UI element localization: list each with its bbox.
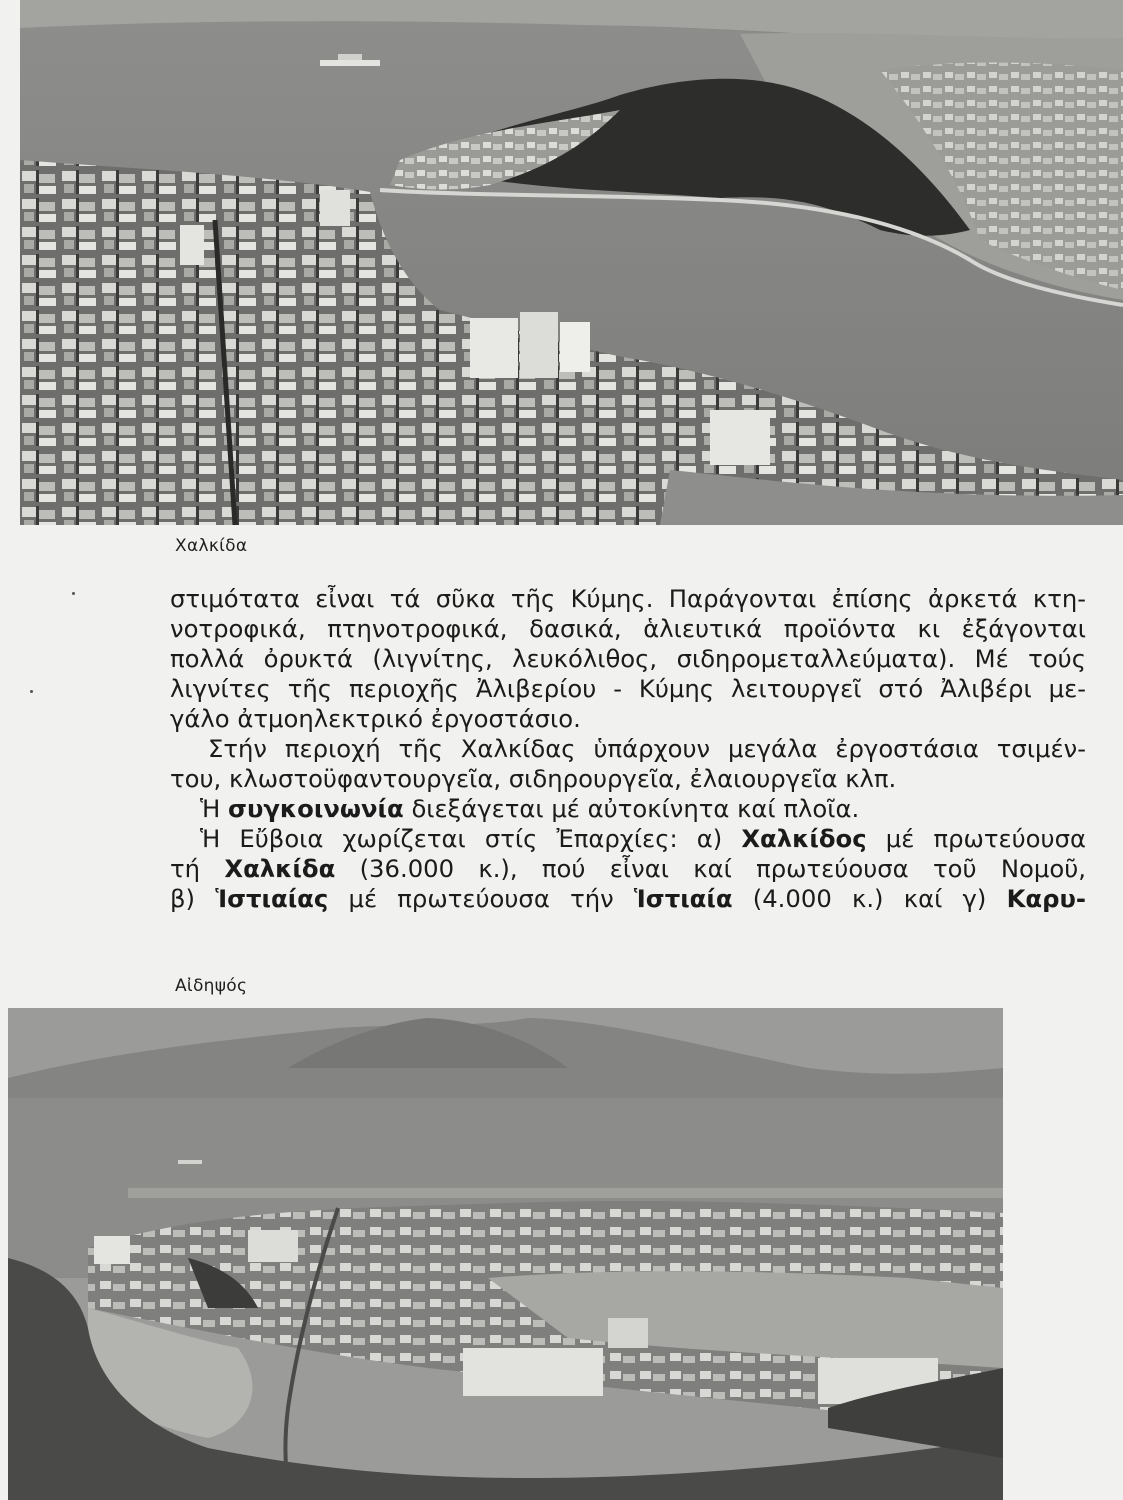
photo-aidipsos: [8, 1008, 1003, 1500]
photo-chalkida: [20, 0, 1123, 525]
text-line: [170, 824, 1086, 854]
photo-chalkida-graphic: [20, 0, 1123, 525]
text-line: πολλά ὀρυκτά (λιγνίτης, λευκόλιθος, σιδηρομεταλλεύματα). Μέ τούς: [170, 644, 1086, 673]
bold-term: Χαλκίδα: [224, 854, 336, 883]
bold-term: Καρυ-: [1006, 884, 1087, 913]
text-span: β): [170, 884, 216, 913]
text-span: διεξάγεται μέ αὐτοκίνητα καί πλοῖα.: [403, 794, 860, 823]
text-line: [170, 884, 1086, 914]
text-line: λιγνίτες τῆς περιοχῆς Ἀλιβερίου - Κύμης λειτουργεῖ στό Ἀλιβέρι με-: [170, 674, 1086, 703]
text-span: τή: [170, 854, 225, 883]
text-line: στιμότατα εἶναι τά σῦκα τῆς Κύμης. Παράγονται ἐπίσης ἀρκετά κτη-: [170, 584, 1086, 613]
caption-bottom-photo: Αἰδηψός: [175, 976, 248, 996]
body-text: [170, 584, 1086, 914]
text-line: νοτροφικά, πτηνοτροφικά, δασικά, ἁλιευτικά προϊόντα κι ἐξάγονται: [170, 614, 1086, 643]
bold-term: Ἱστιαίας: [215, 884, 329, 913]
text-span: (4.000 κ.) καί γ): [732, 884, 1007, 913]
text-line: του, κλωστοϋφαντουργεῖα, σιδηρουργεῖα, ἐλαιουργεῖα κλπ.: [170, 764, 897, 793]
text-span: Ἡ Εὔβοια χωρίζεται στίς Ἐπαρχίες: α): [200, 824, 742, 853]
text-span: (36.000 κ.), πού εἶναι καί πρωτεύουσα τοῦ Νομοῦ,: [335, 854, 1086, 883]
bold-term: Ἱστιαία: [633, 884, 733, 913]
text-span: Ἡ: [200, 794, 229, 823]
print-speck: [72, 592, 75, 595]
print-speck: [30, 690, 33, 693]
text-line: [170, 794, 1086, 824]
text-line: Στήν περιοχή τῆς Χαλκίδας ὑπάρχουν μεγάλα ἐργοστάσια τσιμέν-: [208, 734, 1086, 763]
text-line: [170, 854, 1086, 884]
text-span: μέ πρωτεύουσα τήν: [328, 884, 634, 913]
text-span: μέ πρωτεύουσα: [866, 824, 1086, 853]
photo-aidipsos-graphic: [8, 1008, 1003, 1500]
bold-term: συγκοινωνία: [228, 794, 404, 823]
bold-term: Χαλκίδος: [741, 824, 867, 853]
text-line: γάλο ἀτμοηλεκτρικό ἐργοστάσιο.: [170, 704, 581, 733]
caption-top-photo: Χαλκίδα: [175, 536, 248, 556]
